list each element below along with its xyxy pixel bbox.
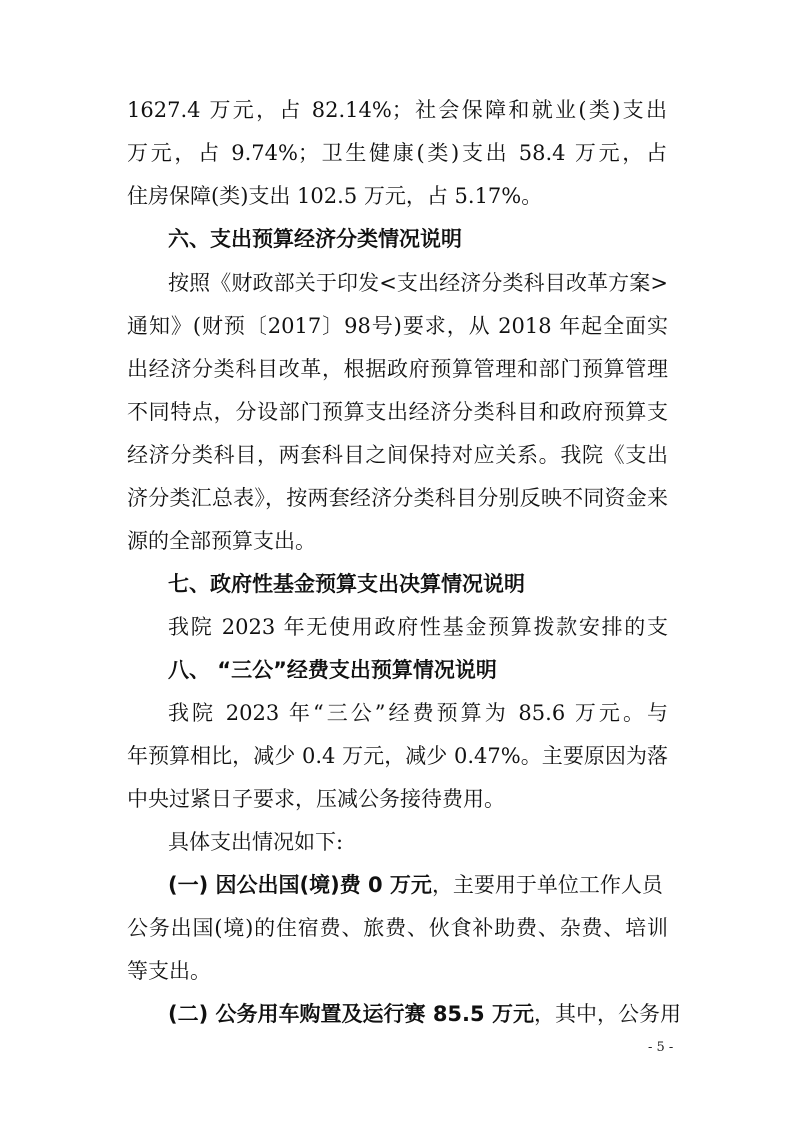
body-line: 源的全部预算支出。 [127,529,316,553]
body-line: 我院 2023 年“三公”经费预算为 85.6 万元。与 [168,701,668,725]
body-line: 出经济分类科目改革，根据政府预算管理和部门预算管理 [127,357,668,381]
section-heading-eight: 八、 “三公”经费支出预算情况说明 [168,658,497,682]
body-line: 1627.4 万元，占 82.14%；社会保障和就业(类)支出 [127,98,667,122]
subsection-heading-two: (二) 公务用车购置及运行赛 85.5 万元 [168,1002,534,1026]
subsection-heading-one: (一) 因公出国(境)费 0 万元 [168,873,432,897]
body-text: ，其中，公务用 [533,1002,681,1026]
body-line: 济分类汇总表》，按两套经济分类科目分别反映不同资金来 [127,486,668,510]
body-line: 公务出国(境)的住宿费、旅费、伙食补助费、杂费、培训 [127,916,668,940]
body-line: 中央过紧日子要求，压减公务接待费用。 [127,787,505,811]
body-line: 具体支出情况如下: [168,830,344,854]
body-line: 经济分类科目，两套科目之间保持对应关系。我院《支出 [127,443,668,467]
body-line: 等支出。 [127,959,211,983]
body-line: 我院 2023 年无使用政府性基金预算拨款安排的支 [168,615,668,639]
subsection-line-one [168,870,668,900]
body-line: 通知》(财预〔2017〕98号)要求，从 2018 年起全面实 [127,314,668,338]
page-number: - 5 - [648,1040,674,1055]
body-line: 不同特点，分设部门预算支出经济分类科目和政府预算支 [127,400,668,424]
body-line: 按照《财政部关于印发<支出经济分类科目改革方案> [168,271,668,295]
body-line: 年预算相比，减少 0.4 万元，减少 0.47%。主要原因为落 [127,744,668,768]
section-heading-six: 六、支出预算经济分类情况说明 [168,227,462,251]
body-text: ，主要用于单位工作人员 [431,873,663,897]
body-line: 万元，占 9.74%；卫生健康(类)支出 58.4 万元，占 [127,141,667,165]
subsection-line-two [168,999,681,1029]
body-line: 住房保障(类)支出 102.5 万元，占 5.17%。 [127,184,543,208]
section-heading-seven: 七、政府性基金预算支出决算情况说明 [168,572,525,596]
